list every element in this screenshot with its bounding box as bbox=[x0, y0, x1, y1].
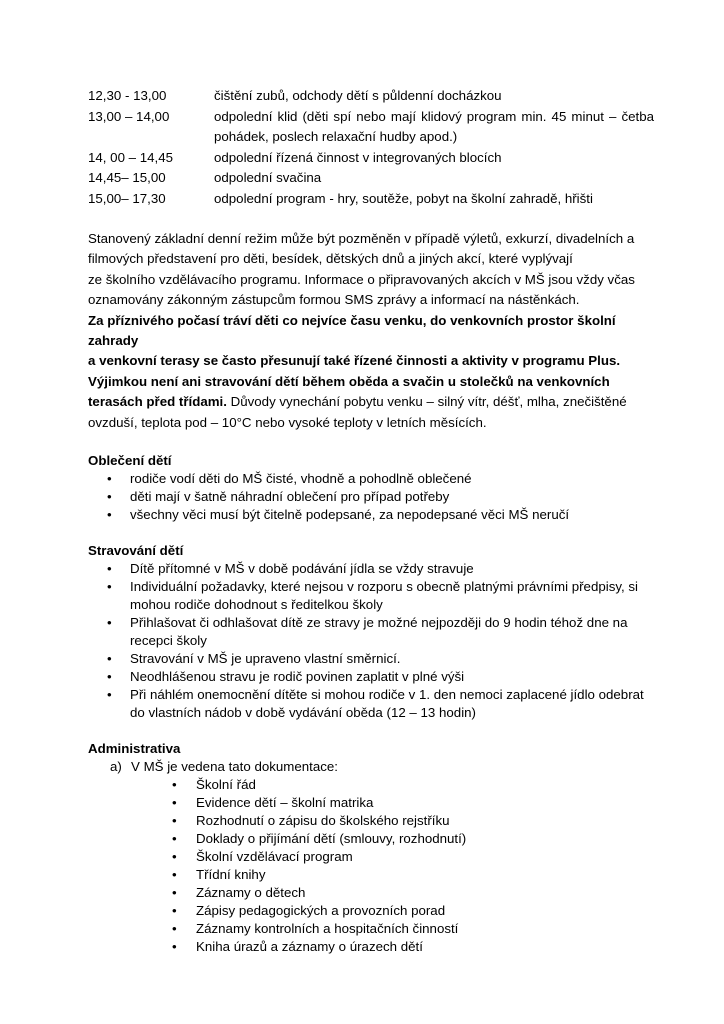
schedule-row bbox=[88, 189, 654, 210]
paragraph-text: Důvody vynechání pobytu venku – silný vítr, déšť, mlha, znečištěné bbox=[226, 394, 627, 410]
paragraph-line: ovzduší, teplota pod – 10°C nebo vysoké teploty v letních měsících. bbox=[88, 414, 487, 430]
list-item bbox=[172, 866, 654, 884]
schedule-row bbox=[88, 168, 654, 189]
list-item-text: Třídní knihy bbox=[196, 867, 266, 883]
schedule-time: 13,00 – 14,00 bbox=[88, 108, 170, 124]
bullet-icon: • bbox=[172, 831, 177, 847]
list-item-text: všechny věci musí být čitelně podepsané, za nepodepsané věci MŠ neručí bbox=[130, 507, 570, 523]
list-item bbox=[107, 686, 654, 722]
bullet-icon: • bbox=[172, 795, 177, 811]
schedule-row bbox=[88, 107, 654, 148]
list-item bbox=[172, 920, 654, 938]
bullet-icon: • bbox=[107, 687, 112, 703]
list-item bbox=[172, 938, 654, 956]
schedule-activity: odpolední svačina bbox=[214, 170, 322, 185]
list-item-text: Evidence dětí – školní matrika bbox=[196, 795, 374, 811]
meals-list bbox=[88, 560, 654, 722]
list-item-text: děti mají v šatně náhradní oblečení pro případ potřeby bbox=[130, 489, 450, 505]
list-letter: a) bbox=[110, 759, 122, 775]
list-item-text: rodiče vodí děti do MŠ čisté, vhodně a pohodlně oblečené bbox=[130, 471, 472, 487]
list-item-text: Dítě přítomné v MŠ v době podávání jídla se vždy stravuje bbox=[130, 561, 474, 577]
list-item-text: Individuální požadavky, které nejsou v rozporu s obecně platnými právními předpisy, si mohou rodiče dohodnout s ředitelkou školy bbox=[130, 579, 639, 613]
list-item-text: Školní řád bbox=[196, 777, 256, 793]
list-item bbox=[172, 776, 654, 794]
list-item-text: Zápisy pedagogických a provozních porad bbox=[196, 903, 446, 919]
list-item-text: Rozhodnutí o zápisu do školského rejstříku bbox=[196, 813, 450, 829]
list-item bbox=[172, 902, 654, 920]
bullet-icon: • bbox=[172, 777, 177, 793]
bullet-icon: • bbox=[107, 579, 112, 595]
bullet-icon: • bbox=[107, 615, 112, 631]
list-item bbox=[107, 614, 654, 650]
paragraph-line: oznamovány zákonným zástupcům formou SMS zprávy a informací na nástěnkách. bbox=[88, 292, 580, 308]
admin-intro: V MŠ je vedena tato dokumentace: bbox=[131, 759, 338, 775]
paragraph-line-mixed bbox=[88, 392, 654, 412]
bullet-icon: • bbox=[107, 561, 112, 577]
daily-schedule bbox=[88, 86, 654, 209]
list-item bbox=[107, 560, 654, 578]
schedule-time: 14,45– 15,00 bbox=[88, 170, 166, 185]
list-item-text: Při náhlém onemocnění dítěte si mohou rodiče v 1. den nemoci zaplacené jídlo odebrat do vlastních nádob v době vydávání oběda (12 – 13 hodin) bbox=[130, 687, 644, 721]
list-item bbox=[172, 794, 654, 812]
list-item bbox=[172, 812, 654, 830]
clothing-list bbox=[88, 470, 654, 524]
list-item bbox=[107, 578, 654, 614]
schedule-row bbox=[88, 86, 654, 107]
admin-item bbox=[88, 758, 654, 776]
bullet-icon: • bbox=[107, 471, 112, 487]
paragraph-line-bold: a venkovní terasy se často přesunují také řízené činnosti a aktivity v programu Plus. bbox=[88, 353, 621, 369]
bullet-icon: • bbox=[172, 813, 177, 829]
list-item bbox=[107, 668, 654, 686]
section-title: Administrativa bbox=[88, 741, 181, 757]
paragraph-line: filmových představení pro děti, besídek, dětských dnů a jiných akcí, které vyplývají bbox=[88, 251, 573, 267]
paragraph-line-bold: Výjimkou není ani stravování dětí během oběda a svačin u stolečků na venkovních bbox=[88, 373, 610, 389]
list-item bbox=[172, 830, 654, 848]
list-item bbox=[107, 488, 654, 506]
bullet-icon: • bbox=[172, 885, 177, 901]
documentation-list bbox=[88, 776, 654, 956]
bullet-icon: • bbox=[107, 651, 112, 667]
list-item bbox=[107, 650, 654, 668]
list-item-text: Neodhlášenou stravu je rodič povinen zaplatit v plné výši bbox=[130, 669, 465, 685]
bullet-icon: • bbox=[107, 669, 112, 685]
bullet-icon: • bbox=[172, 867, 177, 883]
schedule-time: 12,30 - 13,00 bbox=[88, 88, 167, 103]
list-item-text: Stravování v MŠ je upraveno vlastní směrnicí. bbox=[130, 651, 401, 667]
schedule-activity: odpolední řízená činnost v integrovaných blocích bbox=[214, 149, 502, 165]
list-item-text: Doklady o přijímání dětí (smlouvy, rozhodnutí) bbox=[196, 831, 467, 847]
list-item bbox=[172, 848, 654, 866]
clothing-section bbox=[88, 452, 654, 524]
bullet-icon: • bbox=[172, 921, 177, 937]
schedule-activity: odpolední klid (děti spí nebo mají klidový program min. 45 minut – četba pohádek, poslech relaxační hudby apod.) bbox=[214, 108, 654, 144]
paragraph-line-bold: Za příznivého počasí tráví děti co nejvíce času venku, do venkovních prostor školní zahrady bbox=[88, 312, 616, 349]
paragraph-line: ze školního vzdělávacího programu. Informace o připravovaných akcích v MŠ jsou vždy včas bbox=[88, 271, 635, 287]
list-item-text: Přihlašovat či odhlašovat dítě ze stravy je možné nejpozději do 9 hodin téhož dne na recepci školy bbox=[130, 615, 628, 649]
section-title: Stravování dětí bbox=[88, 543, 184, 559]
bullet-icon: • bbox=[172, 849, 177, 865]
section-title: Oblečení dětí bbox=[88, 453, 172, 469]
list-item-text: Školní vzdělávací program bbox=[196, 849, 353, 865]
list-item-text: Záznamy o dětech bbox=[196, 885, 306, 901]
bullet-icon: • bbox=[107, 507, 112, 523]
schedule-row bbox=[88, 148, 654, 169]
schedule-activity: čištění zubů, odchody dětí s půldenní docházkou bbox=[214, 88, 502, 103]
list-item-text: Kniha úrazů a záznamy o úrazech dětí bbox=[196, 939, 423, 955]
meals-section bbox=[88, 542, 654, 722]
list-item bbox=[172, 884, 654, 902]
paragraph-line: Stanovený základní denní režim může být pozměněn v případě výletů, exkurzí, divadelních a bbox=[88, 231, 635, 246]
schedule-time: 14, 00 – 14,45 bbox=[88, 149, 174, 165]
schedule-activity: odpolední program - hry, soutěže, pobyt na školní zahradě, hřišti bbox=[214, 190, 593, 206]
admin-section bbox=[88, 740, 654, 956]
regime-paragraph bbox=[88, 229, 654, 433]
list-item-text: Záznamy kontrolních a hospitačních činností bbox=[196, 921, 459, 937]
bold-phrase: terasách před třídami. bbox=[88, 394, 227, 410]
bullet-icon: • bbox=[172, 939, 177, 955]
schedule-time: 15,00– 17,30 bbox=[88, 190, 166, 206]
bullet-icon: • bbox=[172, 903, 177, 919]
list-item bbox=[107, 470, 654, 488]
bullet-icon: • bbox=[107, 489, 112, 505]
list-item bbox=[107, 506, 654, 524]
